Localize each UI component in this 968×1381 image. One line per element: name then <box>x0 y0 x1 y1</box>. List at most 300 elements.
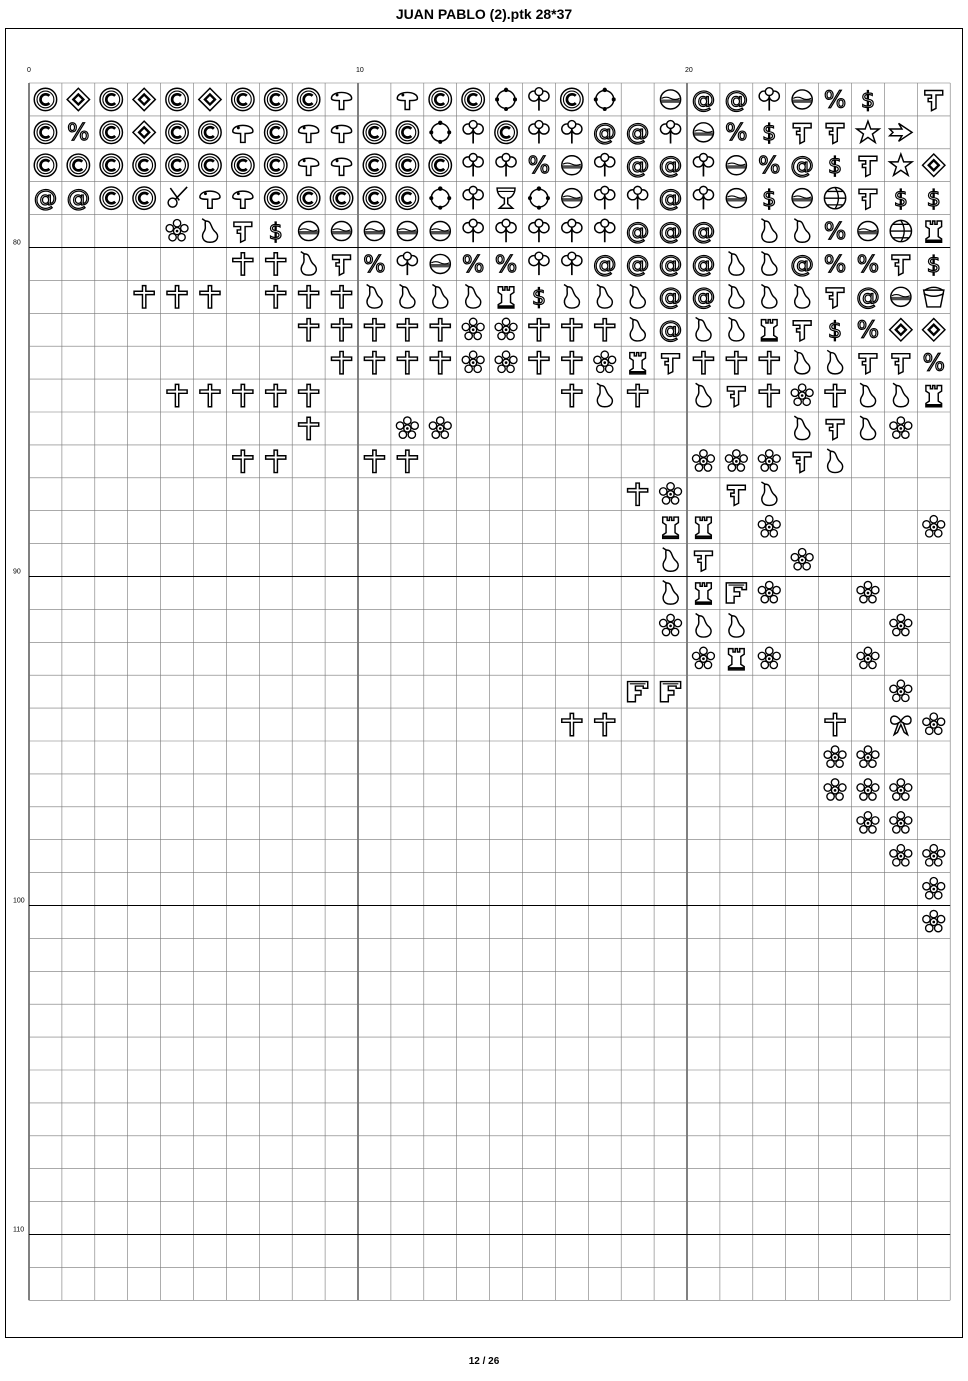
stitch-symbol-flower <box>495 351 517 372</box>
stitch-symbol-pear <box>630 317 645 341</box>
pattern-chart <box>6 29 964 1339</box>
stitch-symbol-copyright <box>561 88 583 110</box>
stitch-symbol-flower <box>857 779 879 800</box>
stitch-symbol-flower <box>692 450 714 471</box>
stitch-symbol-copyright <box>363 121 385 143</box>
stitch-symbol-ring <box>495 88 517 111</box>
stitch-symbol-cross <box>299 384 319 406</box>
stitch-symbol-pear <box>597 285 612 309</box>
stitch-symbol-flower <box>462 351 484 372</box>
column-label: 20 <box>685 67 693 74</box>
stitch-symbol-egg <box>726 156 746 175</box>
stitch-symbol-flower <box>824 779 846 800</box>
stitch-symbol-clover <box>562 252 582 275</box>
stitch-symbol-copyright <box>330 187 352 209</box>
stitch-symbol-clover <box>595 153 615 176</box>
stitch-symbol-dollar <box>762 120 776 146</box>
stitch-symbol-letter-f <box>660 682 680 702</box>
stitch-symbol-pear <box>860 416 875 440</box>
stitch-symbol-cross <box>134 286 154 308</box>
stitch-symbol-copyright <box>232 154 254 176</box>
stitch-symbol-at <box>659 217 683 245</box>
stitch-symbol-dollar <box>927 186 941 212</box>
stitch-symbol-copyright <box>166 121 188 143</box>
stitch-symbol-cross <box>299 319 319 341</box>
stitch-symbol-copyright <box>34 88 56 110</box>
stitch-symbol-cross <box>331 319 351 341</box>
stitch-symbol-clover <box>529 121 549 144</box>
stitch-symbol-key <box>859 189 877 209</box>
stitch-symbol-diamond <box>923 154 945 176</box>
stitch-symbol-clover <box>496 153 516 176</box>
stitch-symbol-copyright <box>363 154 385 176</box>
stitch-symbol-cross <box>233 384 253 406</box>
stitch-symbol-cross <box>364 450 384 472</box>
stitch-symbol-egg <box>397 222 417 241</box>
row-label: 100 <box>13 897 25 905</box>
stitch-symbol-cross <box>397 450 417 472</box>
stitch-symbol-clover <box>529 219 549 242</box>
stitch-symbol-rook <box>663 517 679 538</box>
stitch-symbol-mushroom <box>397 92 417 109</box>
stitch-symbol-key <box>892 255 910 275</box>
stitch-symbol-letter-f <box>726 583 746 603</box>
stitch-symbol-cross <box>430 351 450 373</box>
stitch-symbol-copyright <box>100 187 122 209</box>
stitch-symbol-egg <box>792 90 812 109</box>
stitch-symbol-globe <box>890 220 911 241</box>
stitch-symbol-copyright <box>265 187 287 209</box>
page-title: JUAN PABLO (2).ptk 28*37 <box>395 6 573 22</box>
stitch-symbol-key <box>859 156 877 176</box>
stitch-symbol-clover <box>660 121 680 144</box>
stitch-symbol-bow <box>891 716 911 735</box>
stitch-symbol-flower <box>758 647 780 668</box>
stitch-symbol-key <box>925 90 943 110</box>
stitch-symbol-dollar <box>269 219 283 245</box>
stitch-symbol-flower <box>660 614 682 635</box>
stitch-symbol-percent <box>824 85 846 113</box>
stitch-symbol-diamond <box>67 88 89 110</box>
stitch-symbol-at <box>856 283 880 311</box>
stitch-symbol-copyright <box>166 154 188 176</box>
stitch-symbol-arrow <box>890 123 912 141</box>
stitch-symbol-flower <box>758 450 780 471</box>
stitch-symbol-egg <box>430 222 450 241</box>
stitch-symbol-bucket <box>924 287 944 307</box>
stitch-symbol-key <box>333 255 351 275</box>
stitch-symbol-pear <box>465 285 480 309</box>
stitch-symbol-at <box>659 184 683 212</box>
stitch-symbol-clover <box>595 219 615 242</box>
stitch-symbol-cross <box>364 319 384 341</box>
stitch-symbol-egg <box>299 222 319 241</box>
stitch-symbol-mushroom <box>331 92 351 109</box>
stitch-symbol-cross <box>299 417 319 439</box>
stitch-symbol-flower <box>923 713 945 734</box>
stitch-symbol-at <box>626 217 650 245</box>
stitch-symbol-at <box>725 85 749 113</box>
stitch-symbol-dollar <box>927 252 941 278</box>
stitch-symbol-flower <box>462 318 484 339</box>
stitch-symbol-egg <box>331 222 351 241</box>
stitch-symbol-cross <box>364 351 384 373</box>
stitch-symbol-key <box>234 222 252 242</box>
stitch-symbol-copyright <box>133 187 155 209</box>
stitch-symbol-copyright <box>199 121 221 143</box>
stitch-symbol-ring <box>594 88 616 111</box>
stitch-symbol-pear <box>630 285 645 309</box>
stitch-symbol-percent <box>67 118 89 146</box>
stitch-symbol-flower <box>791 384 813 405</box>
stitch-symbol-pear <box>761 285 776 309</box>
stitch-symbol-flower <box>890 845 912 866</box>
stitch-symbol-rook <box>926 385 942 406</box>
stitch-symbol-at <box>659 151 683 179</box>
stitch-symbol-flower <box>890 417 912 438</box>
stitch-symbol-pear <box>893 383 908 407</box>
stitch-symbol-flower <box>791 549 813 570</box>
stitch-symbol-mushroom <box>200 191 220 208</box>
stitch-symbol-key <box>727 485 745 505</box>
stitch-symbol-key <box>892 354 910 374</box>
stitch-symbol-ring <box>528 186 550 209</box>
stitch-symbol-at <box>790 151 814 179</box>
stitch-symbol-pear <box>696 317 711 341</box>
chart-frame <box>5 28 963 1338</box>
stitch-symbol-rook <box>696 583 712 604</box>
stitch-symbol-percent <box>857 250 879 278</box>
stitch-symbol-diamond <box>133 88 155 110</box>
stitch-symbol-flower <box>857 812 879 833</box>
stitch-symbol-clover <box>463 121 483 144</box>
stitch-symbol-copyright <box>133 154 155 176</box>
stitch-symbol-copyright <box>199 154 221 176</box>
stitch-symbol-diamond <box>890 319 912 341</box>
stitch-symbol-pear <box>794 350 809 374</box>
stitch-symbol-cross <box>693 351 713 373</box>
stitch-symbol-copyright <box>265 121 287 143</box>
stitch-symbol-cross <box>266 286 286 308</box>
stitch-symbol-cross <box>595 319 615 341</box>
stitch-symbol-at <box>692 250 716 278</box>
stitch-symbol-at <box>34 184 58 212</box>
stitch-symbol-copyright <box>265 88 287 110</box>
stitch-symbol-clover <box>463 153 483 176</box>
stitch-symbol-copyright <box>100 121 122 143</box>
stitch-symbol-flower <box>890 779 912 800</box>
stitch-symbol-cross <box>562 319 582 341</box>
stitch-symbol-pear <box>663 548 678 572</box>
stitch-symbol-pear <box>761 482 776 506</box>
stitch-symbol-cross <box>299 286 319 308</box>
stitch-symbol-dollar <box>861 87 875 113</box>
stitch-symbol-mushroom <box>299 158 319 175</box>
stitch-symbol-cross <box>529 319 549 341</box>
stitch-symbol-flower <box>857 746 879 767</box>
stitch-symbol-clover <box>595 186 615 209</box>
stitch-symbol-pear <box>761 219 776 243</box>
stitch-symbol-cross <box>825 713 845 735</box>
stitch-symbol-cross <box>726 351 746 373</box>
stitch-symbol-key <box>793 452 811 472</box>
stitch-symbol-clover <box>693 186 713 209</box>
stitch-symbol-key <box>826 123 844 143</box>
stitch-symbol-cross <box>562 384 582 406</box>
stitch-symbol-rook <box>498 287 514 308</box>
stitch-symbol-pear <box>827 449 842 473</box>
stitch-symbol-dollar <box>532 285 546 311</box>
stitch-symbol-cross <box>331 351 351 373</box>
stitch-symbol-flower <box>725 450 747 471</box>
stitch-symbol-rook <box>696 517 712 538</box>
stitch-symbol-at <box>659 283 683 311</box>
stitch-symbol-key <box>694 551 712 571</box>
stitch-symbol-flower <box>890 614 912 635</box>
stitch-symbol-cross <box>266 253 286 275</box>
stitch-symbol-flower <box>692 647 714 668</box>
stitch-symbol-copyright <box>100 88 122 110</box>
stitch-symbol-dollar <box>828 153 842 179</box>
stitch-symbol-pear <box>827 350 842 374</box>
stitch-symbol-flower <box>660 483 682 504</box>
stitch-symbol-mushroom <box>331 158 351 175</box>
column-label: 10 <box>356 67 364 74</box>
stitch-symbol-percent <box>857 316 879 344</box>
stitch-symbol-percent <box>824 250 846 278</box>
stitch-symbol-copyright <box>396 121 418 143</box>
stitch-symbol-percent <box>758 151 780 179</box>
stitch-symbol-cross <box>759 384 779 406</box>
stitch-symbol-cross <box>759 351 779 373</box>
stitch-symbol-diamond <box>199 88 221 110</box>
stitch-symbol-key <box>662 354 680 374</box>
stitch-symbol-at <box>626 118 650 146</box>
stitch-symbol-cross <box>233 450 253 472</box>
stitch-symbol-diamond <box>133 121 155 143</box>
stitch-symbol-copyright <box>265 154 287 176</box>
stitch-symbol-pear <box>400 285 415 309</box>
stitch-symbol-cross <box>562 351 582 373</box>
stitch-symbol-clover <box>759 88 779 111</box>
stitch-symbol-egg <box>430 254 450 273</box>
stitch-symbol-dollar <box>894 186 908 212</box>
stitch-symbol-percent <box>363 250 385 278</box>
stitch-symbol-pear <box>729 285 744 309</box>
stitch-symbol-percent <box>725 118 747 146</box>
stitch-symbol-key <box>727 387 745 407</box>
stitch-symbol-percent <box>495 250 517 278</box>
stitch-symbol-cross <box>595 713 615 735</box>
stitch-symbol-flower <box>923 910 945 931</box>
stitch-symbol-clover <box>562 121 582 144</box>
stitch-symbol-pear <box>202 219 217 243</box>
stitch-symbol-cross <box>266 384 286 406</box>
stitch-symbol-copyright <box>67 154 89 176</box>
stitch-symbol-cross <box>430 319 450 341</box>
stitch-symbol-copyright <box>297 187 319 209</box>
stitch-symbol-ring <box>429 121 451 144</box>
stitch-symbol-mushroom <box>331 125 351 142</box>
stitch-symbol-flower <box>495 318 517 339</box>
stitch-symbol-chalice <box>497 188 515 208</box>
stitch-symbol-pear <box>794 285 809 309</box>
stitch-symbol-flower <box>396 417 418 438</box>
stitch-symbol-at <box>593 250 617 278</box>
stitch-symbol-egg <box>858 222 878 241</box>
stitch-symbol-pear <box>729 614 744 638</box>
stitch-symbol-pear <box>794 219 809 243</box>
stitch-symbol-key <box>826 419 844 439</box>
stitch-symbol-pear <box>301 252 316 276</box>
stitch-symbol-flower <box>890 680 912 701</box>
stitch-symbol-egg <box>726 189 746 208</box>
stitch-symbol-egg <box>364 222 384 241</box>
stitch-symbol-at <box>692 217 716 245</box>
stitch-symbol-pear <box>860 383 875 407</box>
stitch-symbol-rook <box>926 221 942 242</box>
stitch-symbol-copyright <box>34 154 56 176</box>
stitch-symbol-copyright <box>396 154 418 176</box>
stitch-symbol-at <box>659 316 683 344</box>
stitch-symbol-rook <box>630 353 646 374</box>
stitch-symbol-copyright <box>166 88 188 110</box>
stitch-symbol-key <box>826 288 844 308</box>
stitch-symbol-cross <box>233 253 253 275</box>
stitch-symbol-clover <box>562 219 582 242</box>
stitch-symbol-clover <box>397 252 417 275</box>
stitch-symbol-copyright <box>495 121 517 143</box>
stitch-symbol-mushroom <box>233 191 253 208</box>
stitch-symbol-key <box>793 321 811 341</box>
stitch-symbol-egg <box>660 90 680 109</box>
stitch-symbol-clover <box>463 219 483 242</box>
row-label: 90 <box>13 568 21 576</box>
stitch-symbol-pear <box>663 581 678 605</box>
row-label: 110 <box>13 1226 25 1234</box>
stitch-symbol-copyright <box>297 88 319 110</box>
stitch-symbol-diamond <box>923 319 945 341</box>
stitch-symbol-copyright <box>429 154 451 176</box>
stitch-symbol-star <box>857 121 879 142</box>
stitch-symbol-pear <box>696 614 711 638</box>
stitch-symbol-egg <box>891 287 911 306</box>
stitch-symbol-flower <box>758 516 780 537</box>
row-label: 80 <box>13 239 21 247</box>
stitch-symbol-flower <box>824 746 846 767</box>
stitch-symbol-flower <box>429 417 451 438</box>
stitch-symbol-at <box>626 250 650 278</box>
stitch-symbol-clover <box>496 219 516 242</box>
stitch-symbol-pear <box>696 383 711 407</box>
stitch-symbol-at <box>790 250 814 278</box>
stitch-symbol-flower <box>166 220 188 241</box>
stitch-symbol-key <box>859 354 877 374</box>
stitch-symbol-flower <box>857 647 879 668</box>
stitch-symbol-dollar <box>762 186 776 212</box>
stitch-symbol-percent <box>528 151 550 179</box>
stitch-symbol-egg <box>792 189 812 208</box>
stitch-symbol-cross <box>628 384 648 406</box>
stitch-symbol-cross <box>529 351 549 373</box>
stitch-symbol-flower <box>758 581 780 602</box>
stitch-symbol-copyright <box>363 187 385 209</box>
stitch-symbol-pear <box>597 383 612 407</box>
stitch-symbol-at <box>626 151 650 179</box>
stitch-symbol-cross <box>397 319 417 341</box>
stitch-symbol-at <box>67 184 91 212</box>
stitch-symbol-percent <box>824 217 846 245</box>
stitch-symbol-star <box>890 154 912 175</box>
stitch-symbol-cross <box>167 384 187 406</box>
stitch-symbol-flower <box>890 812 912 833</box>
stitch-symbol-at <box>692 85 716 113</box>
stitch-symbol-pear <box>564 285 579 309</box>
stitch-symbol-copyright <box>232 88 254 110</box>
stitch-symbol-pear <box>729 317 744 341</box>
stitch-symbol-pear <box>761 252 776 276</box>
stitch-symbol-letter-f <box>628 682 648 702</box>
stitch-symbol-clover <box>463 186 483 209</box>
page-number: 12 / 26 <box>468 1356 500 1367</box>
stitch-symbol-at <box>659 250 683 278</box>
stitch-symbol-copyright <box>429 88 451 110</box>
stitch-symbol-flower <box>594 351 616 372</box>
stitch-symbol-percent <box>462 250 484 278</box>
stitch-symbol-flower <box>857 581 879 602</box>
stitch-symbol-cross <box>397 351 417 373</box>
stitch-symbol-cross <box>200 384 220 406</box>
stitch-symbol-pear <box>794 416 809 440</box>
stitch-symbol-pear <box>432 285 447 309</box>
stitch-symbol-at <box>593 118 617 146</box>
stitch-symbol-cross <box>331 286 351 308</box>
column-label: 0 <box>27 67 31 74</box>
stitch-symbol-copyright <box>396 187 418 209</box>
stitch-symbol-cross <box>200 286 220 308</box>
stitch-symbol-egg <box>562 156 582 175</box>
stitch-symbol-copyright <box>34 121 56 143</box>
stitch-symbol-pear <box>367 285 382 309</box>
stitch-symbol-pear <box>729 252 744 276</box>
stitch-symbol-ring <box>429 186 451 209</box>
stitch-symbol-rook <box>729 649 745 670</box>
stitch-symbol-flower <box>923 878 945 899</box>
stitch-symbol-globe <box>824 188 845 209</box>
stitch-symbol-scissors <box>168 187 187 207</box>
stitch-symbol-egg <box>562 189 582 208</box>
stitch-symbol-percent <box>923 348 945 376</box>
stitch-symbol-rook <box>761 320 777 341</box>
stitch-symbol-egg <box>693 123 713 142</box>
stitch-symbol-key <box>793 123 811 143</box>
stitch-symbol-mushroom <box>299 125 319 142</box>
stitch-symbol-cross <box>825 384 845 406</box>
stitch-symbol-flower <box>923 516 945 537</box>
stitch-symbol-cross <box>628 483 648 505</box>
stitch-symbol-copyright <box>100 154 122 176</box>
stitch-symbol-cross <box>167 286 187 308</box>
stitch-symbol-copyright <box>462 88 484 110</box>
stitch-symbol-flower <box>923 845 945 866</box>
stitch-symbol-cross <box>266 450 286 472</box>
stitch-symbol-clover <box>693 153 713 176</box>
stitch-symbol-clover <box>628 186 648 209</box>
stitch-symbol-mushroom <box>233 125 253 142</box>
stitch-symbol-at <box>692 283 716 311</box>
stitch-symbol-cross <box>562 713 582 735</box>
stitch-symbol-clover <box>529 252 549 275</box>
